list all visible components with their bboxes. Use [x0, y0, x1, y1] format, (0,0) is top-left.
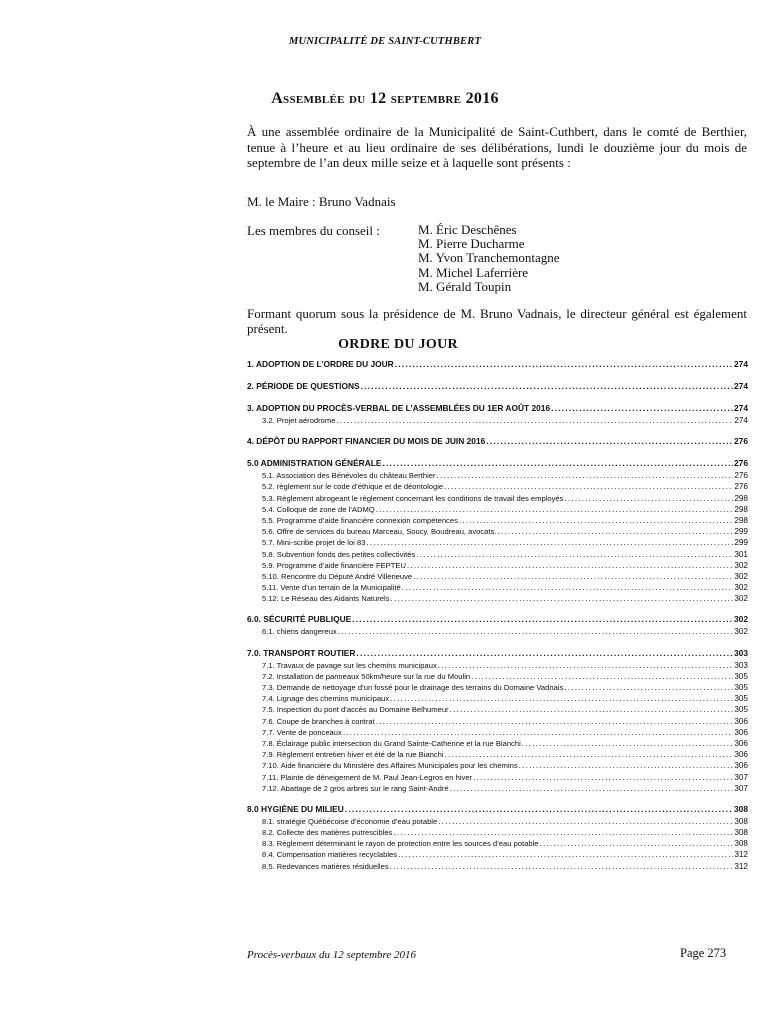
toc-page-number: 308: [734, 803, 748, 814]
toc-subsection-row[interactable]: [247, 415, 748, 426]
toc-gap: [247, 371, 748, 380]
toc-subsection-row[interactable]: [247, 849, 748, 860]
toc-label: 5.6. Offre de services du bureau Marceau, Soucy, Boudreau, avocats.: [262, 527, 497, 537]
toc-leader-dots: [395, 358, 733, 371]
toc-page-number: 302: [734, 627, 748, 637]
toc-page-number: 306: [734, 716, 748, 726]
toc-subsection-row[interactable]: [247, 504, 748, 515]
toc-subsection-row[interactable]: [247, 626, 748, 637]
toc-label: 5.3. Règlement abrogeant le règlement concernant les conditions de travail des employés: [262, 493, 564, 503]
toc-label: 8.4. Compensation matières recyclables: [262, 850, 398, 860]
toc-page-number: 276: [734, 482, 748, 492]
toc-label: 7.6. Coupe de branches à contrat: [262, 716, 375, 726]
toc-page-number: 306: [734, 727, 748, 737]
toc-label: 8.1. stratégie Québécoise d’économie d’eau potable: [262, 816, 438, 826]
toc-label: 8.0 HYGIÈNE DU MILIEU: [247, 803, 344, 814]
toc-leader-dots: [450, 704, 734, 715]
toc-section-row[interactable]: [247, 457, 748, 470]
toc-subsection-row[interactable]: [247, 560, 748, 571]
toc-page-number: 302: [734, 594, 748, 604]
toc-leader-dots: [519, 760, 734, 771]
toc-leader-dots: [398, 849, 733, 860]
toc-leader-dots: [343, 727, 734, 738]
toc-label: 7.2. Installation de panneaux 50km/heure sur la rue du Moulin: [262, 671, 471, 681]
toc-leader-dots: [416, 549, 733, 560]
toc-subsection-row[interactable]: [247, 493, 748, 504]
toc-leader-dots: [445, 749, 734, 760]
toc-page-number: 305: [734, 683, 748, 692]
toc-page-number: 276: [734, 471, 748, 481]
toc-subsection-row[interactable]: [247, 838, 748, 849]
toc-page-number: 298: [734, 515, 748, 525]
municipality-header: MUNICIPALITÉ DE SAINT-CUTHBERT: [288, 36, 482, 47]
toc-label: 7.12. Abattage de 2 gros arbres sur le rang Saint-André: [262, 783, 449, 793]
toc-subsection-row[interactable]: [247, 772, 748, 783]
toc-label: 5.9. Programme d’aide financière FEPTEU: [262, 560, 406, 570]
toc-page-number: 305: [734, 671, 748, 681]
toc-section-row[interactable]: [247, 435, 748, 448]
toc-leader-dots: [438, 660, 734, 671]
toc-page-number: 305: [734, 694, 748, 704]
toc-page-number: 301: [734, 549, 748, 559]
toc-page-number: 303: [734, 660, 748, 670]
council-member: M. Éric Deschênes: [418, 222, 517, 237]
footer-proceedings: Procès-verbaux du 12 septembre 2016: [247, 949, 417, 961]
toc-subsection-row[interactable]: [247, 749, 748, 760]
toc-subsection-row[interactable]: [247, 693, 748, 704]
toc-leader-dots: [459, 515, 733, 526]
toc-leader-dots: [361, 380, 733, 393]
toc-page-number: 274: [734, 359, 748, 369]
toc-leader-dots: [522, 738, 734, 749]
toc-leader-dots: [366, 537, 733, 548]
toc-label: 7.0. TRANSPORT ROUTIER: [247, 647, 356, 658]
toc-page-number: 274: [734, 403, 748, 413]
toc-subsection-row[interactable]: [247, 727, 748, 738]
toc-label: 7.1. Travaux de pavage sur les chemins municipaux: [262, 660, 437, 670]
toc-page-number: 306: [734, 750, 748, 760]
toc-page-number: 308: [734, 828, 748, 838]
toc-leader-dots: [393, 827, 733, 838]
toc-label: 8.5. Redevances matières résiduelles: [262, 861, 389, 871]
toc-leader-dots: [444, 481, 733, 492]
toc-label: 5.0 ADMINISTRATION GÉNÉRALE: [247, 458, 382, 469]
toc-label: 8.3. Règlement déterminant le rayon de protection entre les sources d’eau potable: [262, 839, 539, 849]
toc-gap: [247, 426, 748, 435]
toc-gap: [247, 794, 748, 803]
toc-label: 5.12. Le Réseau des Aidants Naturels: [262, 594, 390, 604]
toc-subsection-row[interactable]: [247, 738, 748, 749]
toc-leader-dots: [376, 716, 734, 727]
toc-section-row[interactable]: [247, 380, 748, 393]
toc-leader-dots: [390, 861, 734, 872]
toc-leader-dots: [390, 693, 733, 704]
toc-subsection-row[interactable]: [247, 470, 748, 481]
toc-section-row[interactable]: [247, 402, 748, 415]
toc-label: 3. ADOPTION DU PROCÈS-VERBAL DE L’ASSEMBLÉES DU 1ER AOÛT 2016: [247, 403, 551, 413]
toc-page-number: 302: [734, 560, 748, 570]
toc-leader-dots: [352, 613, 733, 626]
table-of-contents: [247, 358, 748, 872]
toc-label: 6.1. chiens dangereux: [262, 627, 337, 637]
toc-leader-dots: [486, 435, 733, 448]
page-number: Page 273: [680, 946, 727, 960]
toc-label: 7.3. Demande de nettoyage d’un fossé pour le drainage des terrains du Domaine Vadnais: [262, 683, 564, 692]
toc-page-number: 303: [734, 647, 748, 658]
toc-label: 5.8. Subvention fonds des petites collectivités: [262, 549, 416, 559]
toc-leader-dots: [345, 803, 733, 816]
toc-section-row[interactable]: [247, 803, 748, 816]
toc-gap: [247, 448, 748, 457]
toc-page-number: 274: [734, 381, 748, 391]
toc-subsection-row[interactable]: [247, 593, 748, 604]
toc-label: 7.11. Plainte de déneigement de M. Paul Jean-Legros en hiver: [262, 772, 473, 782]
toc-label: 5.5. Programme d’aide financière connexion compétences: [262, 515, 458, 525]
toc-label: 5.11. Vente d’un terrain de la Municipalité: [262, 583, 401, 593]
toc-subsection-row[interactable]: [247, 716, 748, 727]
toc-leader-dots: [437, 470, 734, 481]
toc-leader-dots: [407, 560, 733, 571]
toc-label: 5.2. règlement sur le code d’éthique et de déontologie: [262, 482, 444, 492]
toc-page-number: 302: [734, 614, 748, 625]
toc-gap: [247, 393, 748, 402]
toc-label: 5.7. Mini-scribe projet de loi 83: [262, 538, 366, 548]
agenda-title: ORDRE DU JOUR: [338, 337, 458, 352]
toc-label: 5.10. Rencontre du Député André Villeneuve: [262, 571, 413, 581]
toc-page-number: 299: [734, 527, 748, 537]
toc-subsection-row[interactable]: [247, 537, 748, 548]
toc-label: 3.2. Projet aérodrome: [262, 416, 336, 425]
toc-label: 5.4. Colloque de zone de l’ADMQ: [262, 504, 375, 514]
toc-section-row[interactable]: [247, 358, 748, 371]
toc-label: 6.0. SÉCURITÉ PUBLIQUE: [247, 614, 352, 625]
toc-leader-dots: [356, 647, 733, 660]
toc-subsection-row[interactable]: [247, 816, 748, 827]
toc-page-number: 274: [734, 416, 748, 425]
council-members-list: [418, 223, 560, 294]
toc-subsection-row[interactable]: [247, 526, 748, 537]
toc-subsection-row[interactable]: [247, 704, 748, 715]
toc-leader-dots: [450, 783, 734, 794]
toc-label: 7.10. Aide financière du Ministère des Affaires Municipales pour les chemins: [262, 761, 518, 771]
toc-subsection-row[interactable]: [247, 783, 748, 794]
toc-leader-dots: [376, 504, 734, 515]
toc-page-number: 276: [734, 436, 748, 447]
toc-subsection-row[interactable]: [247, 671, 748, 682]
page-title: Assemblée du 12 septembre 2016: [271, 90, 499, 107]
toc-subsection-row[interactable]: [247, 660, 748, 671]
toc-leader-dots: [402, 582, 734, 593]
toc-page-number: 305: [734, 705, 748, 715]
toc-leader-dots: [413, 571, 733, 582]
toc-leader-dots: [336, 415, 733, 426]
toc-leader-dots: [564, 682, 733, 693]
toc-leader-dots: [471, 671, 733, 682]
toc-label: 7.8. Éclairage public intersection du Grand Sainte-Catherine et la rue Bianchi: [262, 738, 521, 748]
toc-subsection-row[interactable]: [247, 515, 748, 526]
toc-leader-dots: [473, 772, 733, 783]
toc-label: 7.5. Inspection du pont d’accès au Domaine Belhumeur: [262, 705, 449, 715]
toc-page-number: 302: [734, 571, 748, 581]
toc-label: 5.1. Association des Bénévoles du château Berthier: [262, 471, 436, 481]
toc-gap: [247, 604, 748, 613]
toc-subsection-row[interactable]: [247, 682, 748, 693]
toc-label: 7.4. Lignage des chemins municipaux: [262, 694, 390, 704]
toc-leader-dots: [564, 493, 733, 504]
toc-section-row[interactable]: [247, 613, 748, 626]
toc-subsection-row[interactable]: [247, 571, 748, 582]
quorum-paragraph: Formant quorum sous la présidence de M. Bruno Vadnais, le directeur général est également présent.: [247, 306, 747, 336]
toc-page-number: 307: [734, 783, 748, 793]
toc-subsection-row[interactable]: [247, 861, 748, 872]
toc-page-number: 312: [734, 861, 748, 871]
toc-leader-dots: [391, 593, 734, 604]
toc-leader-dots: [540, 838, 734, 849]
toc-label: 7.9. Règlement entretien hiver et été de la rue Bianchi: [262, 750, 444, 760]
toc-page-number: 308: [734, 839, 748, 849]
mayor-line: M. le Maire : Bruno Vadnais: [247, 194, 396, 209]
council-member: M. Yvon Tranchemontagne: [418, 250, 560, 266]
toc-page-number: 302: [734, 583, 748, 593]
toc-label: 8.2. Collecte des matières putrescibles: [262, 828, 393, 838]
council-label: Les membres du conseil :: [247, 223, 380, 238]
toc-leader-dots: [551, 402, 733, 415]
toc-leader-dots: [438, 816, 733, 827]
toc-gap: [247, 638, 748, 647]
council-member: M. Gérald Toupin: [418, 278, 512, 294]
toc-leader-dots: [497, 526, 733, 537]
toc-page-number: 276: [734, 458, 748, 469]
toc-leader-dots: [338, 626, 734, 637]
toc-subsection-row[interactable]: [247, 582, 748, 593]
toc-page-number: 312: [734, 850, 748, 860]
intro-paragraph: À une assemblée ordinaire de la Municipalité de Saint-Cuthbert, dans le comté de Berthier, tenue à l’heure et au lieu ordinaire de ses délibérations, lundi le douzième jour du mois de septembre de l’an deux mille seize et à laquelle sont présents :: [247, 124, 747, 170]
toc-page-number: 306: [734, 761, 748, 771]
council-member: M. Pierre Ducharme: [418, 236, 525, 252]
toc-label: 2. PÉRIODE DE QUESTIONS: [247, 381, 360, 391]
toc-leader-dots: [382, 457, 733, 470]
toc-subsection-row[interactable]: [247, 827, 748, 838]
toc-label: 1. ADOPTION DE L’ORDRE DU JOUR: [247, 359, 394, 369]
toc-page-number: 298: [734, 493, 748, 503]
council-member: M. Michel Laferrière: [418, 264, 529, 280]
toc-page-number: 299: [734, 538, 748, 548]
toc-page-number: 298: [734, 504, 748, 514]
toc-subsection-row[interactable]: [247, 549, 748, 560]
toc-page-number: 306: [734, 738, 748, 748]
toc-section-row[interactable]: [247, 647, 748, 660]
toc-page-number: 307: [734, 772, 748, 782]
toc-label: 4. DÉPÔT DU RAPPORT FINANCIER DU MOIS DE JUIN 2016: [247, 436, 486, 447]
toc-page-number: 308: [734, 816, 748, 826]
toc-label: 7.7. Vente de ponceaux: [262, 727, 342, 737]
toc-subsection-row[interactable]: [247, 760, 748, 771]
toc-subsection-row[interactable]: [247, 481, 748, 492]
